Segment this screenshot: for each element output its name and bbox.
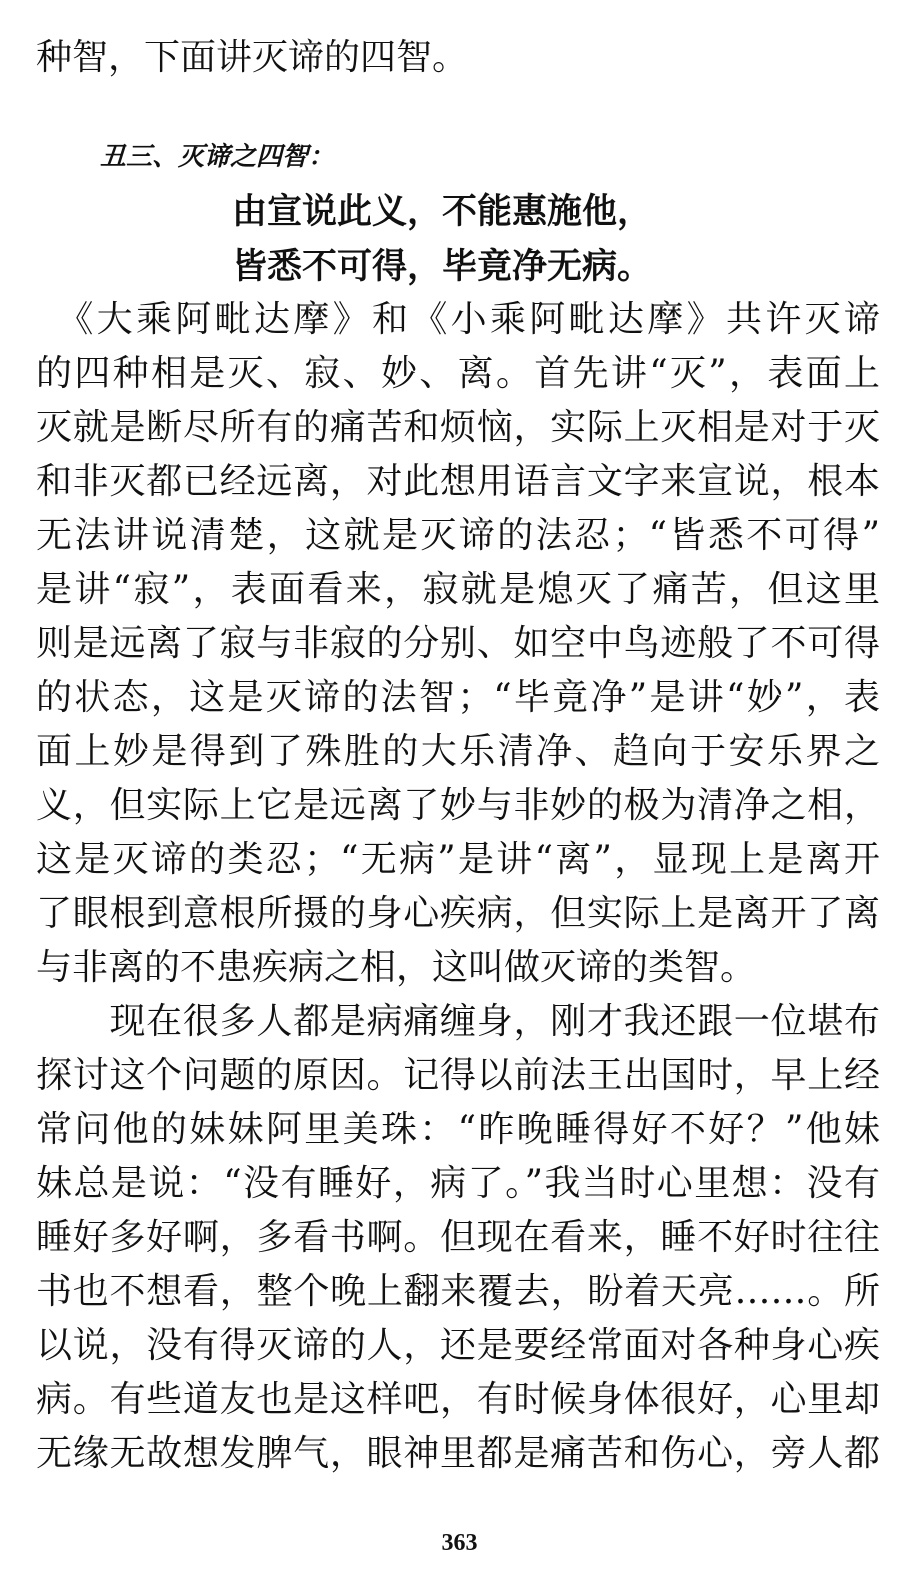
text-line: 面上妙是得到了殊胜的大乐清净、趋向于安乐界之 bbox=[36, 731, 880, 772]
text-line: 与非离的不患疾病之相，这叫做灭谛的类智。 bbox=[36, 947, 757, 988]
text-line: 书也不想看，整个晚上翻来覆去，盼着天亮……。所 bbox=[36, 1271, 880, 1312]
text-line: 探讨这个问题的原因。记得以前法王出国时，早上经 bbox=[36, 1055, 880, 1096]
text-line: 以说，没有得灭谛的人，还是要经常面对各种身心疾 bbox=[36, 1325, 880, 1366]
text-line: 睡好多好啊，多看书啊。但现在看来，睡不好时往往 bbox=[36, 1217, 880, 1258]
text-line: 妹总是说：“没有睡好，病了。”我当时心里想：没有 bbox=[36, 1163, 880, 1204]
verse-line: 皆悉不可得，毕竟净无病。 bbox=[232, 247, 653, 287]
text-line: 这是灭谛的类忍；“无病”是讲“离”，显现上是离开 bbox=[36, 839, 880, 880]
text-line: 和非灭都已经远离，对此想用语言文字来宣说，根本 bbox=[36, 461, 880, 502]
text-line: 《大乘阿毗达摩》和《小乘阿毗达摩》共许灭谛 bbox=[36, 299, 880, 340]
text-line: 灭就是断尽所有的痛苦和烦恼，实际上灭相是对于灭 bbox=[36, 407, 880, 448]
text-line: 的四种相是灭、寂、妙、离。首先讲“灭”，表面上 bbox=[36, 353, 880, 394]
verse-line: 由宣说此义，不能惠施他， bbox=[232, 192, 653, 232]
text-line: 病。有些道友也是这样吧，有时候身体很好，心里却 bbox=[36, 1379, 880, 1420]
text-line: 义，但实际上它是远离了妙与非妙的极为清净之相， bbox=[36, 785, 880, 826]
text-line: 常问他的妹妹阿里美珠：“昨晚睡得好不好？”他妹 bbox=[36, 1109, 880, 1150]
page-number: 363 bbox=[441, 1530, 478, 1556]
text-line: 则是远离了寂与非寂的分别、如空中鸟迹般了不可得 bbox=[36, 623, 880, 664]
section-heading: 丑三、灭谛之四智： bbox=[100, 142, 335, 172]
text-line: 是讲“寂”，表面看来，寂就是熄灭了痛苦，但这里 bbox=[36, 569, 880, 610]
text-line: 现在很多人都是病痛缠身，刚才我还跟一位堪布 bbox=[36, 1001, 880, 1042]
text-line: 无法讲说清楚，这就是灭谛的法忍；“皆悉不可得” bbox=[36, 515, 880, 556]
text-line: 的状态，这是灭谛的法智；“毕竟净”是讲“妙”，表 bbox=[36, 677, 880, 718]
text-line: 无缘无故想发脾气，眼神里都是痛苦和伤心，旁人都 bbox=[36, 1433, 880, 1474]
intro-line: 种智，下面讲灭谛的四智。 bbox=[36, 37, 469, 78]
text-line: 了眼根到意根所摄的身心疾病，但实际上是离开了离 bbox=[36, 893, 880, 934]
